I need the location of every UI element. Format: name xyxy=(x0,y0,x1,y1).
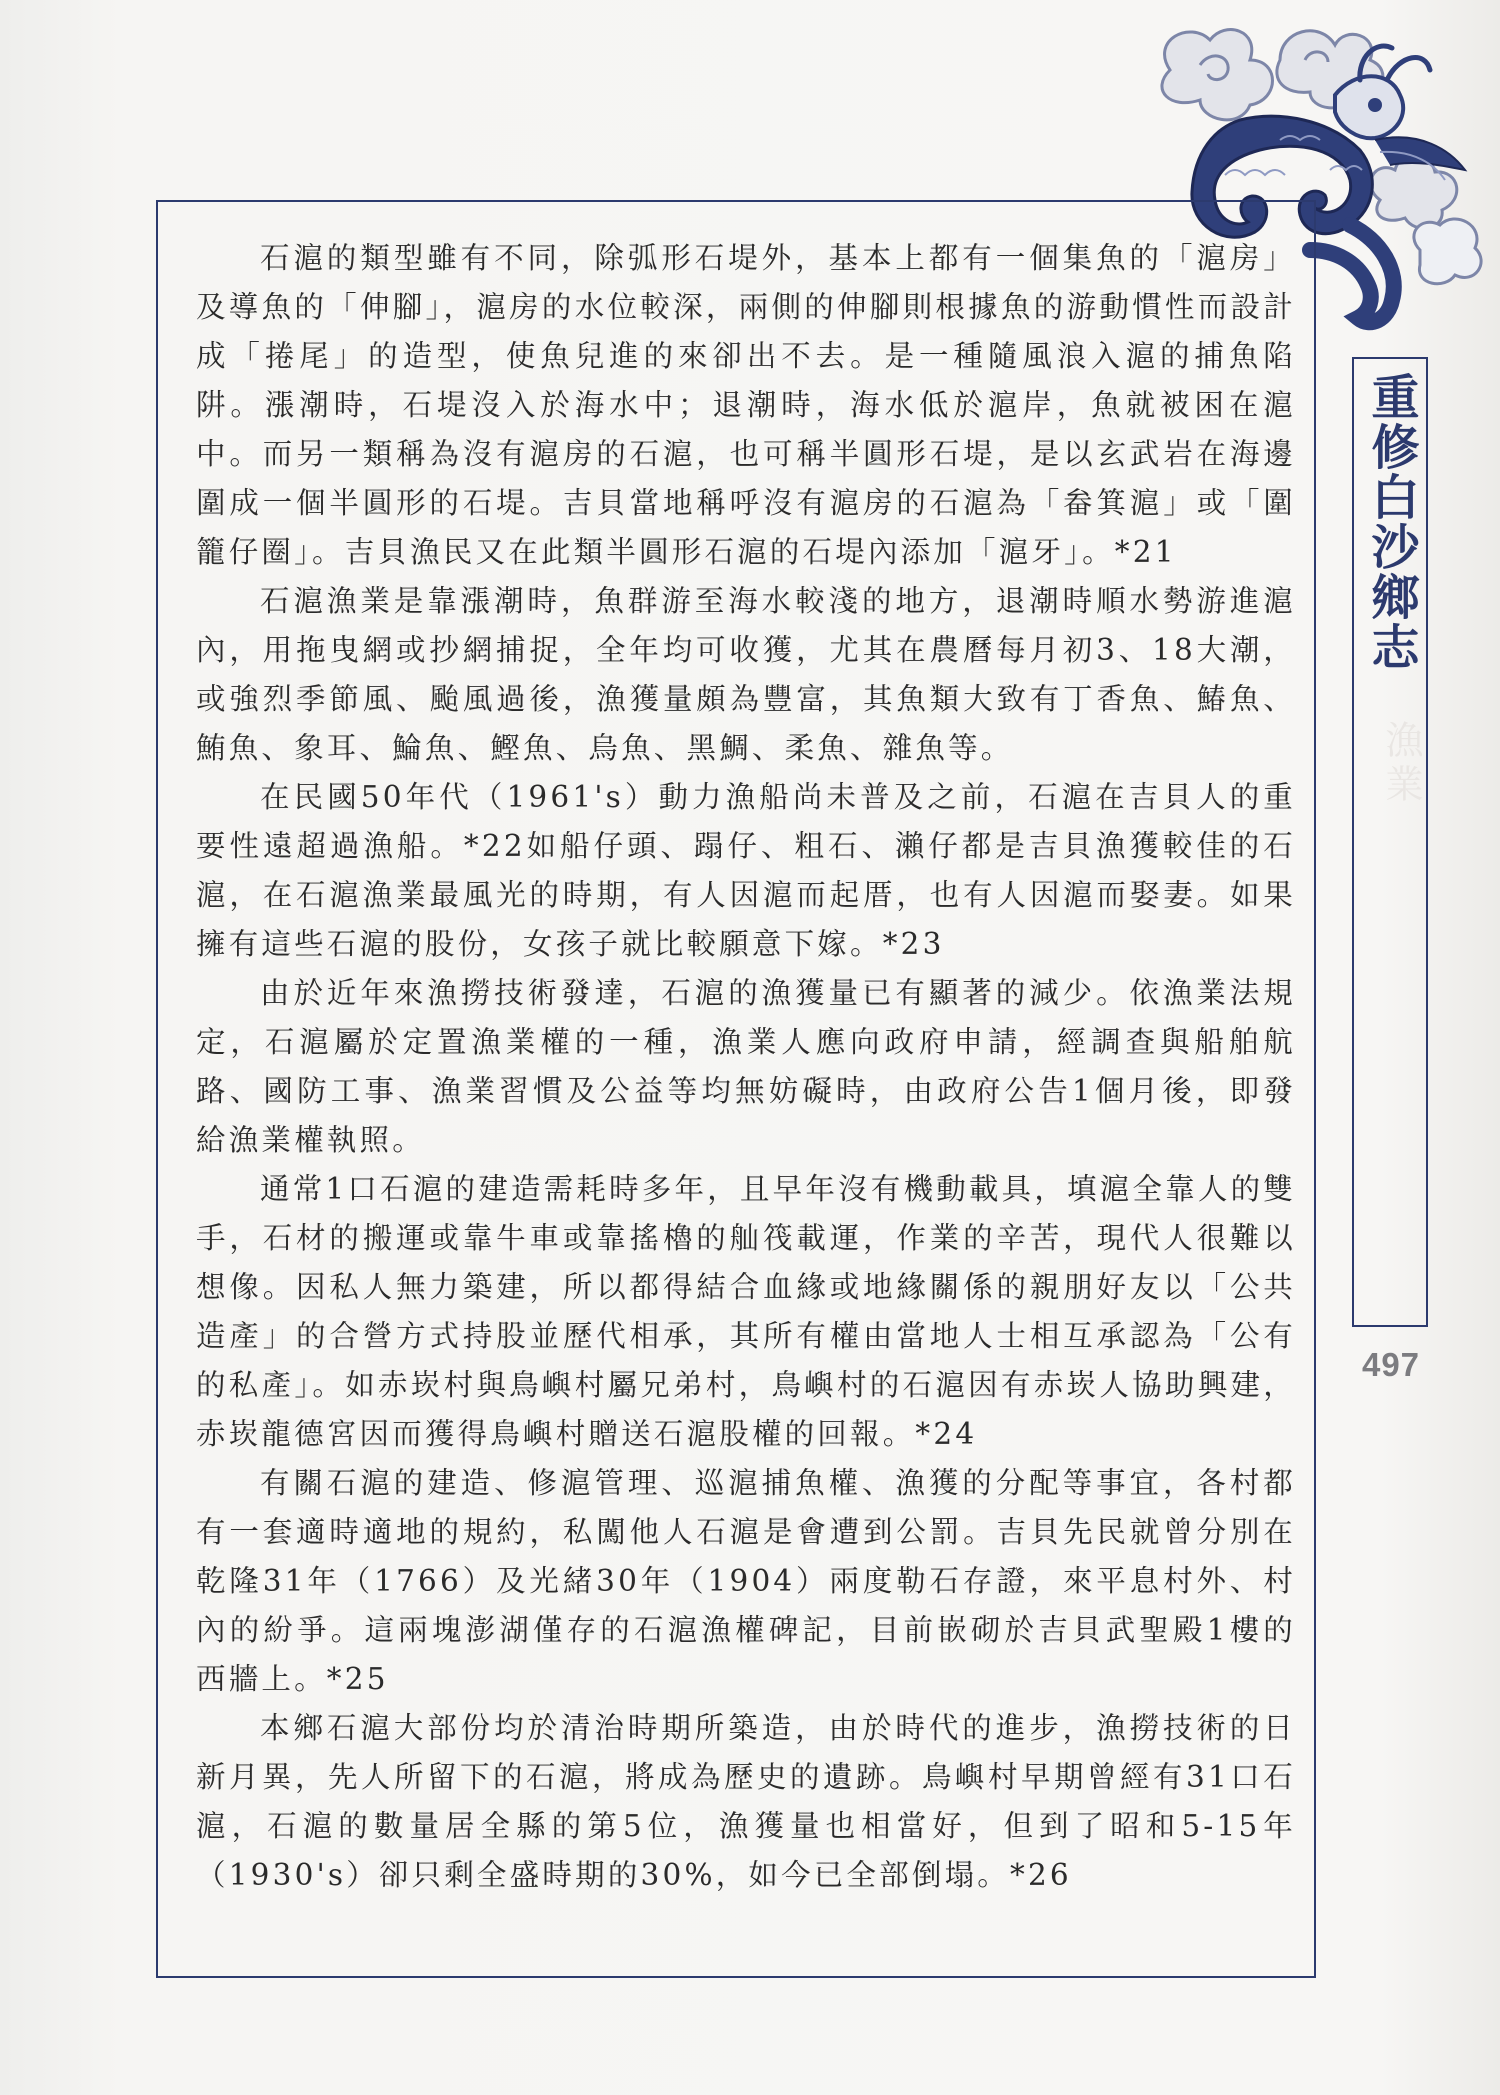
paragraph: 本鄉石滬大部份均於清治時期所築造，由於時代的進步，漁撈技術的日新月異，先人所留下的石滬，將成為歷史的遺跡。鳥嶼村早期曾經有31口石滬，石滬的數量居全縣的第5位，漁獲量也相當好，但到了昭和5-15年（1930's）卻只剩全盛時期的30%，如今已全部倒塌。*26 xyxy=(196,1711,1296,1892)
paragraph: 石滬漁業是靠漲潮時，魚群游至海水較淺的地方，退潮時順水勢游進滬內，用拖曳網或抄網捕捉，全年均可收獲，尤其在農曆每月初3、18大潮，或強烈季節風、颱風過後，漁獲量頗為豐富，其魚類大致有丁香魚、鰆魚、鮪魚、象耳、鯩魚、鰹魚、烏魚、黑鯛、柔魚、雜魚等。 xyxy=(196,584,1296,765)
section-label-faint: 漁業 xyxy=(1379,720,1423,808)
paragraph: 有關石滬的建造、修滬管理、巡滬捕魚權、漁獲的分配等事宜，各村都有一套適時適地的規約，私闖他人石滬是會遭到公罰。吉貝先民就曾分別在乾隆31年（1766）及光緒30年（1904）兩度勒石存證，來平息村外、村內的紛爭。這兩塊澎湖僅存的石滬漁權碑記，目前嵌砌於吉貝武聖殿1樓的西牆上。*25 xyxy=(196,1466,1296,1696)
body-text xyxy=(196,234,1296,1900)
page-number: 497 xyxy=(1361,1346,1421,1383)
paragraph: 通常1口石滬的建造需耗時多年，且早年沒有機動載具，填滬全靠人的雙手，石材的搬運或靠牛車或靠搖櫓的舢筏載運，作業的辛苦，現代人很難以想像。因私人無力築建，所以都得結合血緣或地緣關係的親朋好友以「公共造產」的合營方式持股並歷代相承，其所有權由當地人士相互承認為「公有的私產」。如赤崁村與鳥嶼村屬兄弟村，鳥嶼村的石滬因有赤崁人協助興建，赤崁龍德宮因而獲得鳥嶼村贈送石滬股權的回報。*24 xyxy=(196,1172,1296,1451)
paragraph: 在民國50年代（1961's）動力漁船尚未普及之前，石滬在吉貝人的重要性遠超過漁船。*22如船仔頭、蹋仔、粗石、瀨仔都是吉貝漁獲較佳的石滬，在石滬漁業最風光的時期，有人因滬而起厝，也有人因滬而娶妻。如果擁有這些石滬的股份，女孩子就比較願意下嫁。*23 xyxy=(196,780,1296,961)
book-title: 重修白沙鄉志 xyxy=(1363,372,1419,672)
paragraph: 石滬的類型雖有不同，除弧形石堤外，基本上都有一個集魚的「滬房」及導魚的「伸腳」，滬房的水位較深，兩側的伸腳則根據魚的游動慣性而設計成「捲尾」的造型，使魚兒進的來卻出不去。是一種隨風浪入滬的捕魚陷阱。漲潮時，石堤沒入於海水中；退潮時，海水低於滬岸，魚就被困在滬中。而另一類稱為沒有滬房的石滬，也可稱半圓形石堤，是以玄武岩在海邊圍成一個半圓形的石堤。吉貝當地稱呼沒有滬房的石滬為「畚箕滬」或「圍籠仔圈」。吉貝漁民又在此類半圓形石滬的石堤內添加「滬牙」。*21 xyxy=(196,241,1296,569)
paragraph: 由於近年來漁撈技術發達，石滬的漁獲量已有顯著的減少。依漁業法規定，石滬屬於定置漁業權的一種，漁業人應向政府申請，經調查與船舶航路、國防工事、漁業習慣及公益等均無妨礙時，由政府公告1個月後，即發給漁業權執照。 xyxy=(196,976,1296,1157)
